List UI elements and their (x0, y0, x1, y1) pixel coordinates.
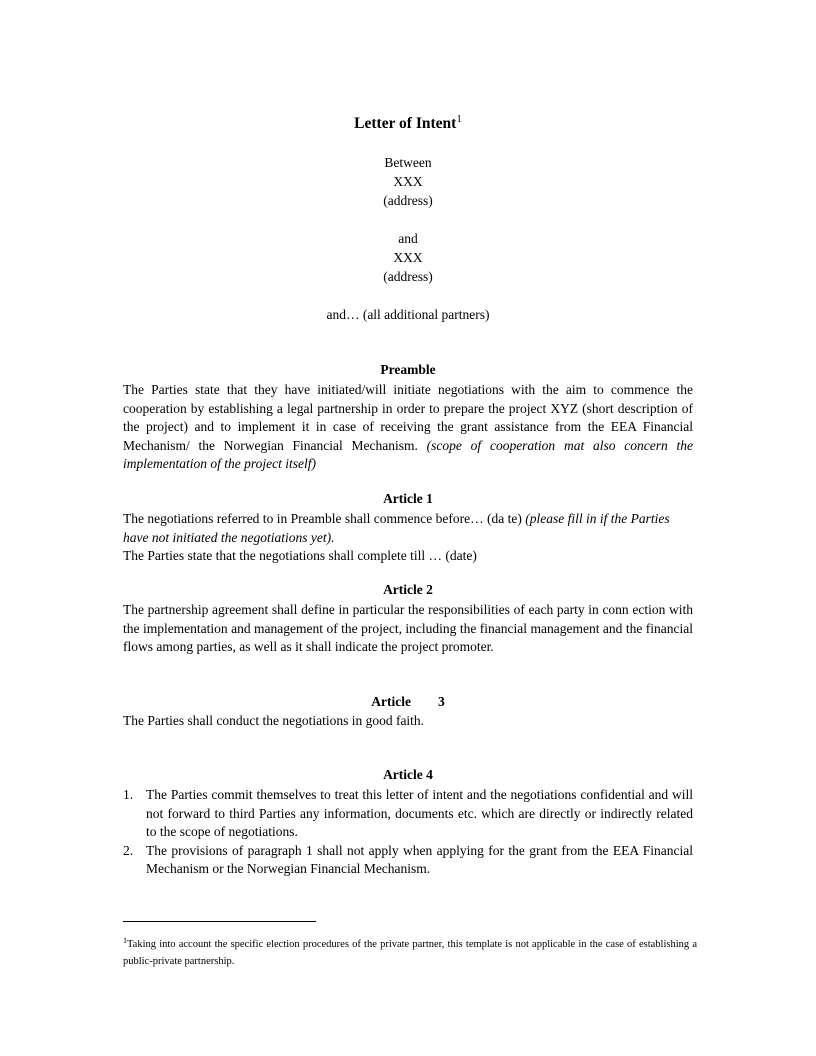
article3-heading-text: Article 3 (371, 694, 445, 709)
article1-body: The negotiations referred to in Preamble shall commence before… (da te) (123, 511, 522, 526)
article1-italic: (please fill in if the Parties have not initiated the negotiations yet). (123, 511, 670, 545)
article1-text (123, 510, 693, 566)
footnote-separator (123, 921, 316, 922)
title-footnote-mark: 1 (456, 113, 462, 125)
list-item-number: 2. (123, 842, 134, 858)
party2-name: XXX (393, 250, 423, 265)
article4-list (123, 786, 693, 879)
and-label: and (398, 231, 418, 246)
article3-text: The Parties shall conduct the negotiations in good faith. (123, 713, 425, 728)
article1-heading: Article 1 (383, 491, 433, 506)
list-item-text: The Parties commit themselves to treat this letter of intent and the negotiations confidential and will not forward to third Parties any information, documents etc. which are directly or indirectly related to the scope of negotiations. (146, 787, 693, 839)
between-label: Between (384, 155, 432, 170)
preamble-italic: (scope of cooperation mat also concern the implementation of the project itself) (123, 437, 693, 471)
footnote (123, 932, 697, 970)
preamble-heading: Preamble (380, 362, 436, 377)
preamble-text (123, 381, 693, 474)
footnote-mark: 1 (123, 936, 127, 945)
article1-body2: The Parties state that the negotiations shall complete till … (date) (123, 548, 477, 563)
article3-heading (0, 694, 816, 710)
title-text: Letter of Intent (354, 115, 457, 132)
article2-heading: Article 2 (383, 582, 433, 597)
party1-name: XXX (393, 174, 423, 189)
party2-address: (address) (383, 269, 433, 284)
article4-heading: Article 4 (383, 767, 433, 782)
article2-text: The partnership agreement shall define in particular the responsibilities of each party in conn ection with the implementation and management of the project, including the financial management and the financial flows among parties, as well as it shall indicate the project promoter. (123, 602, 693, 654)
preamble-body: The Parties state that they have initiated/will initiate negotiations with the aim to commence the cooperation by establishing a legal partnership in order to prepare the project XYZ (short description of the project) and to implement it in case of receiving the grant assistance from the EEA Financial Mechanism/ the Norwegian Financial Mechanism. (123, 382, 693, 453)
list-item (123, 786, 693, 842)
additional-partners: and… (all additional partners) (326, 307, 490, 322)
list-item-number: 1. (123, 787, 134, 802)
footnote-text: Taking into account the specific election procedures of the private partner, this template is not applicable in the case of establishing a public-private partnership. (123, 939, 697, 967)
list-item (123, 842, 693, 879)
list-item-text: The provisions of paragraph 1 shall not apply when applying for the grant from the EEA Financial Mechanism or the Norwegian Financial Mechanism. (146, 842, 693, 876)
party1-address: (address) (383, 193, 433, 208)
document-title (0, 113, 816, 133)
